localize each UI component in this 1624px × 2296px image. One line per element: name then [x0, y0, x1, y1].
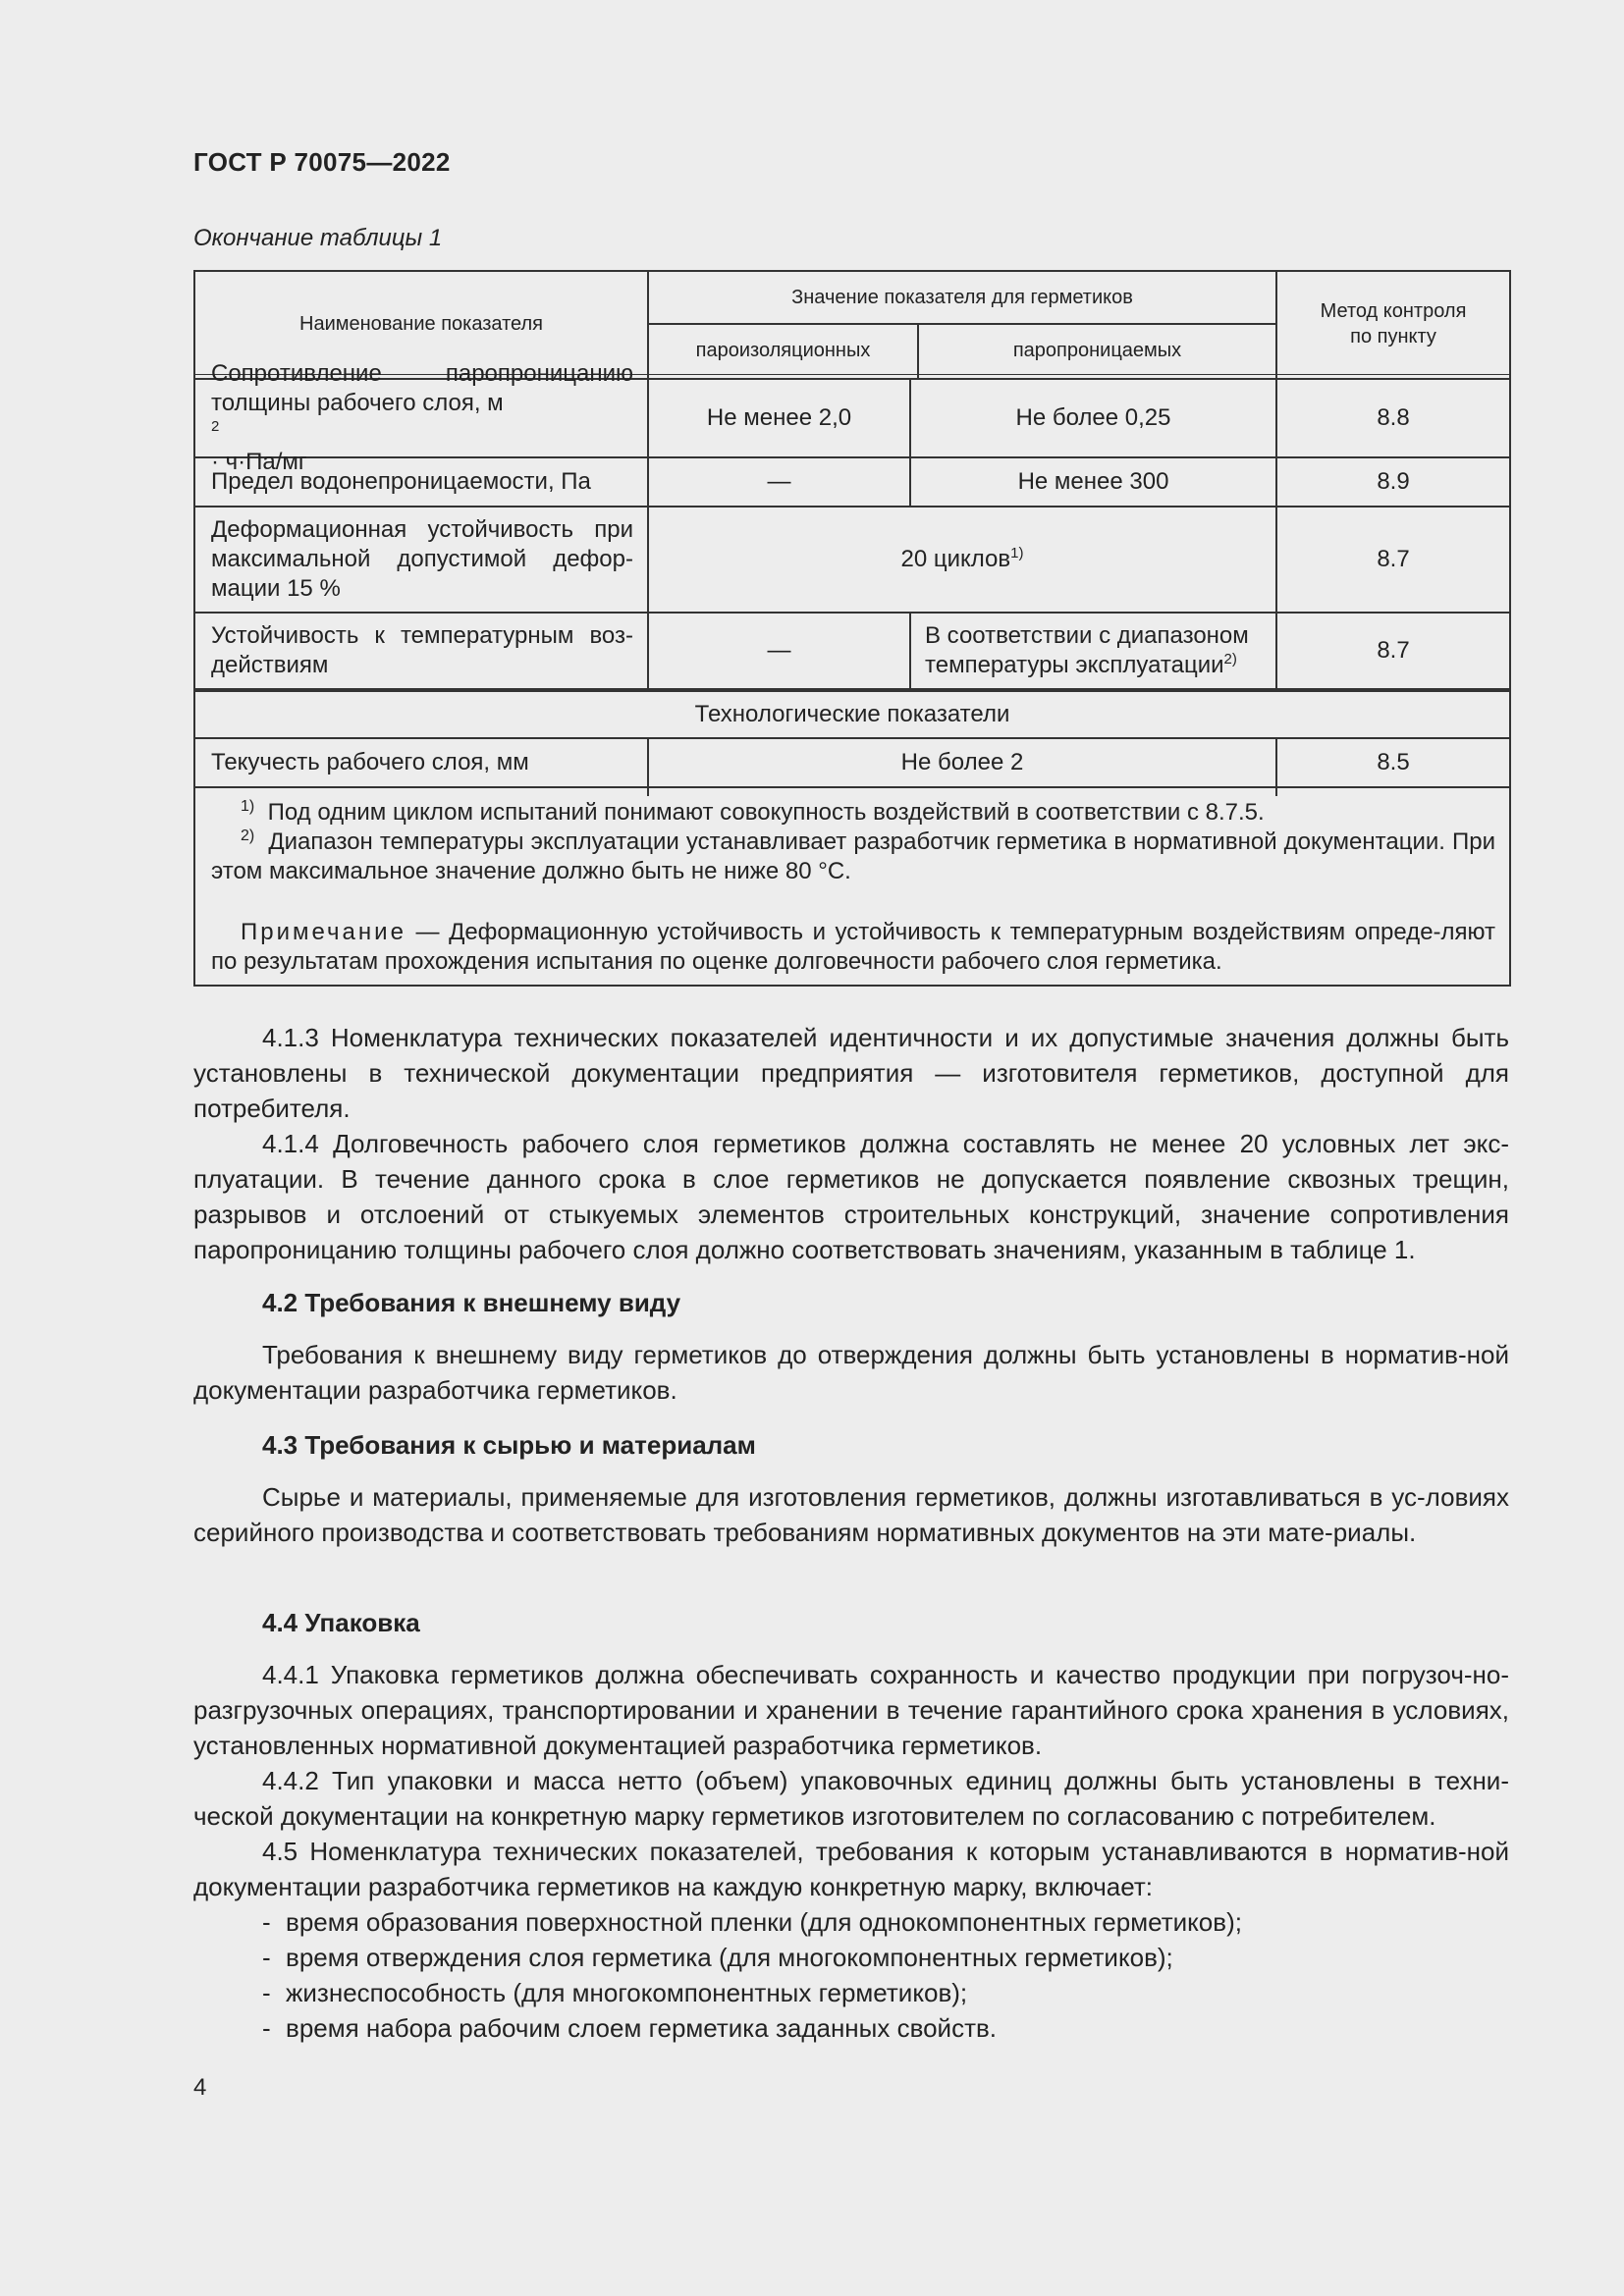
- list-item: - время отверждения слоя герметика (для многокомпонентных герметиков);: [262, 1940, 1242, 1975]
- document-code: ГОСТ Р 70075—2022: [193, 147, 451, 177]
- list-item: - жизнеспособность (для многокомпонентных герметиков);: [262, 1975, 1242, 2010]
- paragraph-4-1-4: 4.1.4 Долговечность рабочего слоя герметиков должна составлять не менее 20 условных лет экс-плуатации. В течение данного срока в слое герметиков не допускается появление сквозных трещин, разрывов и отслоений от стыкуемых элементов строительных конструкций, значение сопротивления паропроницанию толщины рабочего слоя должно соответствовать значениям, указанным в таблице 1.: [193, 1129, 1509, 1264]
- table-cell-method: 8.5: [1377, 749, 1410, 775]
- table-cell-method: 8.7: [1377, 546, 1410, 572]
- table-cell-merged-value: Не более 2: [900, 749, 1024, 775]
- table-cell-method: 8.9: [1377, 468, 1410, 495]
- section-heading-4-4: 4.4 Упаковка: [262, 1608, 420, 1637]
- footnote-1: $^{1)}$ Под одним циклом испытаний понимают совокупность воздействий в соответствии с 8.7.5.: [241, 798, 1265, 826]
- table-cell-merged-value: 20 циклов$^{1)}$: [900, 545, 1024, 572]
- table-cell-vapor-barrier: Не менее 2,0: [706, 404, 852, 431]
- table-row-name: Текучесть рабочего слоя, мм: [211, 749, 529, 775]
- table-cell-vapor-permeable: Не более 0,25: [1015, 404, 1171, 431]
- header-value-group: Значение показателя для герметиков: [791, 287, 1133, 308]
- table-cell-method: 8.7: [1377, 637, 1410, 664]
- properties-list: [262, 1904, 1242, 2046]
- header-vapor-barrier: пароизоляционных: [695, 340, 871, 361]
- paragraph-4-4-2: 4.4.2 Тип упаковки и масса нетто (объем) упаковочных единиц должны быть установлены в техни-ческой документации на конкретную марку герметиков изготовителем по согласованию с потребителем.: [193, 1766, 1509, 1831]
- table-cell-vapor-barrier: —: [767, 637, 791, 664]
- section-title-technological: Технологические показатели: [694, 701, 1010, 727]
- table-note: Примечание — Деформационную устойчивость и устойчивость к температурным воздействиям опреде-ляют по результатам прохождения испытания по оценке долговечности рабочего слоя герметика.: [211, 919, 1495, 975]
- table-cell-vapor-barrier: —: [767, 468, 791, 495]
- header-test-method: Метод контроля по пункту: [1320, 300, 1467, 347]
- table-row-name: Устойчивость к температурным воз-действиям: [211, 622, 633, 678]
- table-cell-method: 8.8: [1377, 404, 1410, 431]
- page-number: 4: [193, 2074, 207, 2101]
- paragraph-4-2: Требования к внешнему виду герметиков до отверждения должны быть установлены в норматив-ной документации разработчика герметиков.: [193, 1340, 1509, 1405]
- table-cell-vapor-permeable: В соответствии с диапазоном температуры эксплуатации$^{2)}$: [925, 622, 1249, 678]
- header-vapor-permeable: паропроницаемых: [1012, 340, 1182, 361]
- table-caption: Окончание таблицы 1: [193, 225, 443, 251]
- table-cell-vapor-permeable: Не менее 300: [1017, 468, 1169, 495]
- paragraph-4-3: Сырье и материалы, применяемые для изготовления герметиков, должны изготавливаться в ус-ловиях серийного производства и соответствовать требованиям нормативных документов на эти мате-риалы.: [193, 1482, 1509, 1547]
- table-row-name: Деформационная устойчивость при максимальной допустимой дефор-мации 15 %: [211, 516, 633, 602]
- section-heading-4-3: 4.3 Требования к сырью и материалам: [262, 1430, 756, 1460]
- list-item: - время образования поверхностной пленки (для однокомпонентных герметиков);: [262, 1904, 1242, 1940]
- header-indicator-name: Наименование показателя: [299, 313, 543, 335]
- table-row-name: Сопротивление паропроницанию толщины рабочего слоя, м $^2$ · ч·Па/мг: [211, 360, 633, 475]
- list-item: - время набора рабочим слоем герметика заданных свойств.: [262, 2010, 1242, 2046]
- indicators-table: [193, 270, 1511, 987]
- paragraph-4-5: 4.5 Номенклатура технических показателей, требования к которым устанавливаются в норматив-ной документации разработчика герметиков на каждую конкретную марку, включает:: [193, 1837, 1509, 1901]
- table-row-name: Предел водонепроницаемости, Па: [211, 468, 591, 495]
- paragraph-4-1-3: 4.1.3 Номенклатура технических показателей идентичности и их допустимые значения должны быть установлены в технической документации предприятия — изготовителя герметиков, доступной для потребителя.: [193, 1023, 1509, 1123]
- paragraph-4-4-1: 4.4.1 Упаковка герметиков должна обеспечивать сохранность и качество продукции при погрузоч-но-разгрузочных операциях, транспортировании и хранении в течение гарантийного срока хранения в условиях, установленных нормативной документацией разработчика герметиков.: [193, 1660, 1509, 1760]
- section-heading-4-2: 4.2 Требования к внешнему виду: [262, 1288, 681, 1317]
- footnote-2: $^{2)}$ Диапазон температуры эксплуатации устанавливает разработчик герметика в нормативной документации. При этом максимальное значение должно быть не ниже 80 °С.: [211, 828, 1495, 884]
